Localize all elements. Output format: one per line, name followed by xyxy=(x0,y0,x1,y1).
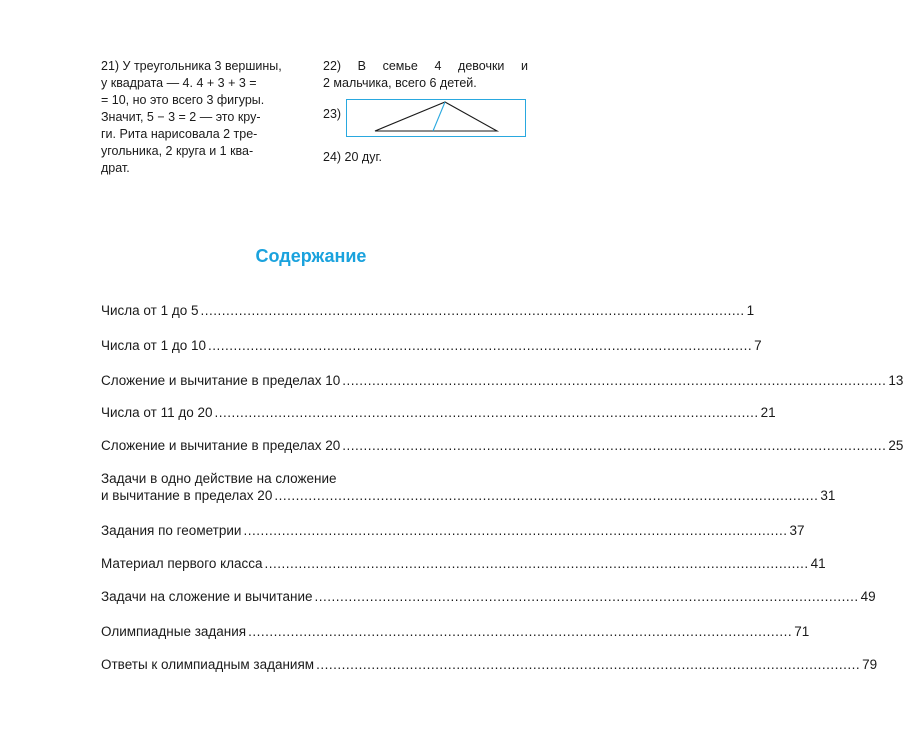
toc-entry-page: 49 xyxy=(860,589,876,604)
toc-entry[interactable] xyxy=(101,522,805,539)
toc-entry-page: 31 xyxy=(820,488,836,503)
answer-23-label: 23) xyxy=(323,107,342,121)
answer-21-line: = 10, но это всего 3 фигуры. xyxy=(101,93,265,107)
toc-entry-page: 7 xyxy=(754,338,762,353)
toc-entry-label: Числа от 11 до 20 xyxy=(101,405,213,420)
toc-entry-page: 13 xyxy=(888,373,903,388)
toc-leader-dots: ................................................................................................................................ xyxy=(207,338,753,353)
toc-leader-dots: ................................................................................................................................ xyxy=(342,438,887,453)
toc-entry[interactable] xyxy=(101,337,762,354)
toc-leader-dots: ................................................................................................................................ xyxy=(274,488,819,503)
toc-entry-label: Олимпиадные задания xyxy=(101,624,247,639)
answer-21 xyxy=(101,58,304,177)
toc-leader-dots: ................................................................................................................................ xyxy=(314,589,859,604)
toc-entry[interactable] xyxy=(101,555,826,572)
toc-leader-dots: ................................................................................................................................ xyxy=(264,556,809,571)
answer-22-line1: 22) В семье 4 девочки и xyxy=(323,59,528,73)
toc-entry-page: 37 xyxy=(789,523,805,538)
toc-leader-dots: ................................................................................................................................ xyxy=(248,624,793,639)
toc-leader-dots: ................................................................................................................................ xyxy=(200,303,745,318)
answer-22-line2: 2 мальчика, всего 6 детей. xyxy=(323,76,477,90)
toc-entry[interactable] xyxy=(101,623,810,640)
triangle-outline xyxy=(375,102,497,131)
answer-21-line: ги. Рита нарисовала 2 тре- xyxy=(101,127,258,141)
toc-leader-dots: ................................................................................................................................ xyxy=(214,405,759,420)
answer-21-line: угольника, 2 круга и 1 ква- xyxy=(101,144,254,158)
answers-section xyxy=(0,0,600,200)
answer-21-line: драт. xyxy=(101,161,130,175)
toc-entry[interactable] xyxy=(101,437,903,454)
toc-entry-page: 41 xyxy=(810,556,826,571)
toc-entry[interactable] xyxy=(101,656,878,673)
triangle-figure xyxy=(347,100,524,135)
toc-entry-label: и вычитание в пределах 20 xyxy=(101,488,273,503)
toc-entry-page: 71 xyxy=(794,624,810,639)
toc-entry[interactable] xyxy=(101,470,836,504)
toc-entry-line2 xyxy=(101,487,836,504)
toc-entry-label: Задания по геометрии xyxy=(101,523,242,538)
toc-entry-page: 79 xyxy=(862,657,878,672)
toc-entry[interactable] xyxy=(101,588,876,605)
toc-entry[interactable] xyxy=(101,302,755,319)
toc-entry[interactable] xyxy=(101,404,776,421)
answer-22 xyxy=(323,58,528,92)
toc-entry[interactable] xyxy=(101,372,903,389)
toc-title: Содержание xyxy=(255,246,367,266)
toc-leader-dots: ................................................................................................................................ xyxy=(316,657,861,672)
answer-21-line: Значит, 5 − 3 = 2 — это кру- xyxy=(101,110,261,124)
toc-entry-label: Сложение и вычитание в пределах 10 xyxy=(101,373,341,388)
answer-24: 24) 20 дуг. xyxy=(323,150,382,164)
toc-entry-page: 21 xyxy=(760,405,776,420)
toc-entry-label: Задачи на сложение и вычитание xyxy=(101,589,313,604)
toc-entry-label: Материал первого класса xyxy=(101,556,263,571)
toc-entry-label-line1: Задачи в одно действие на сложение xyxy=(101,471,337,486)
toc-entry-label: Ответы к олимпиадным заданиям xyxy=(101,657,315,672)
toc-entry-label: Числа от 1 до 5 xyxy=(101,303,199,318)
toc-entry-label: Числа от 1 до 10 xyxy=(101,338,206,353)
toc-entry-page: 25 xyxy=(888,438,903,453)
toc-leader-dots: ................................................................................................................................ xyxy=(342,373,887,388)
toc-entry-page: 1 xyxy=(746,303,755,318)
answer-21-line: 21) У треугольника 3 вершины, xyxy=(101,59,282,73)
triangle-figure-box xyxy=(346,99,526,137)
answer-21-line: у квадрата — 4. 4 + 3 + 3 = xyxy=(101,76,257,90)
toc-entry-label: Сложение и вычитание в пределах 20 xyxy=(101,438,341,453)
answers-right-column xyxy=(323,58,528,164)
toc-leader-dots: ................................................................................................................................ xyxy=(243,523,788,538)
